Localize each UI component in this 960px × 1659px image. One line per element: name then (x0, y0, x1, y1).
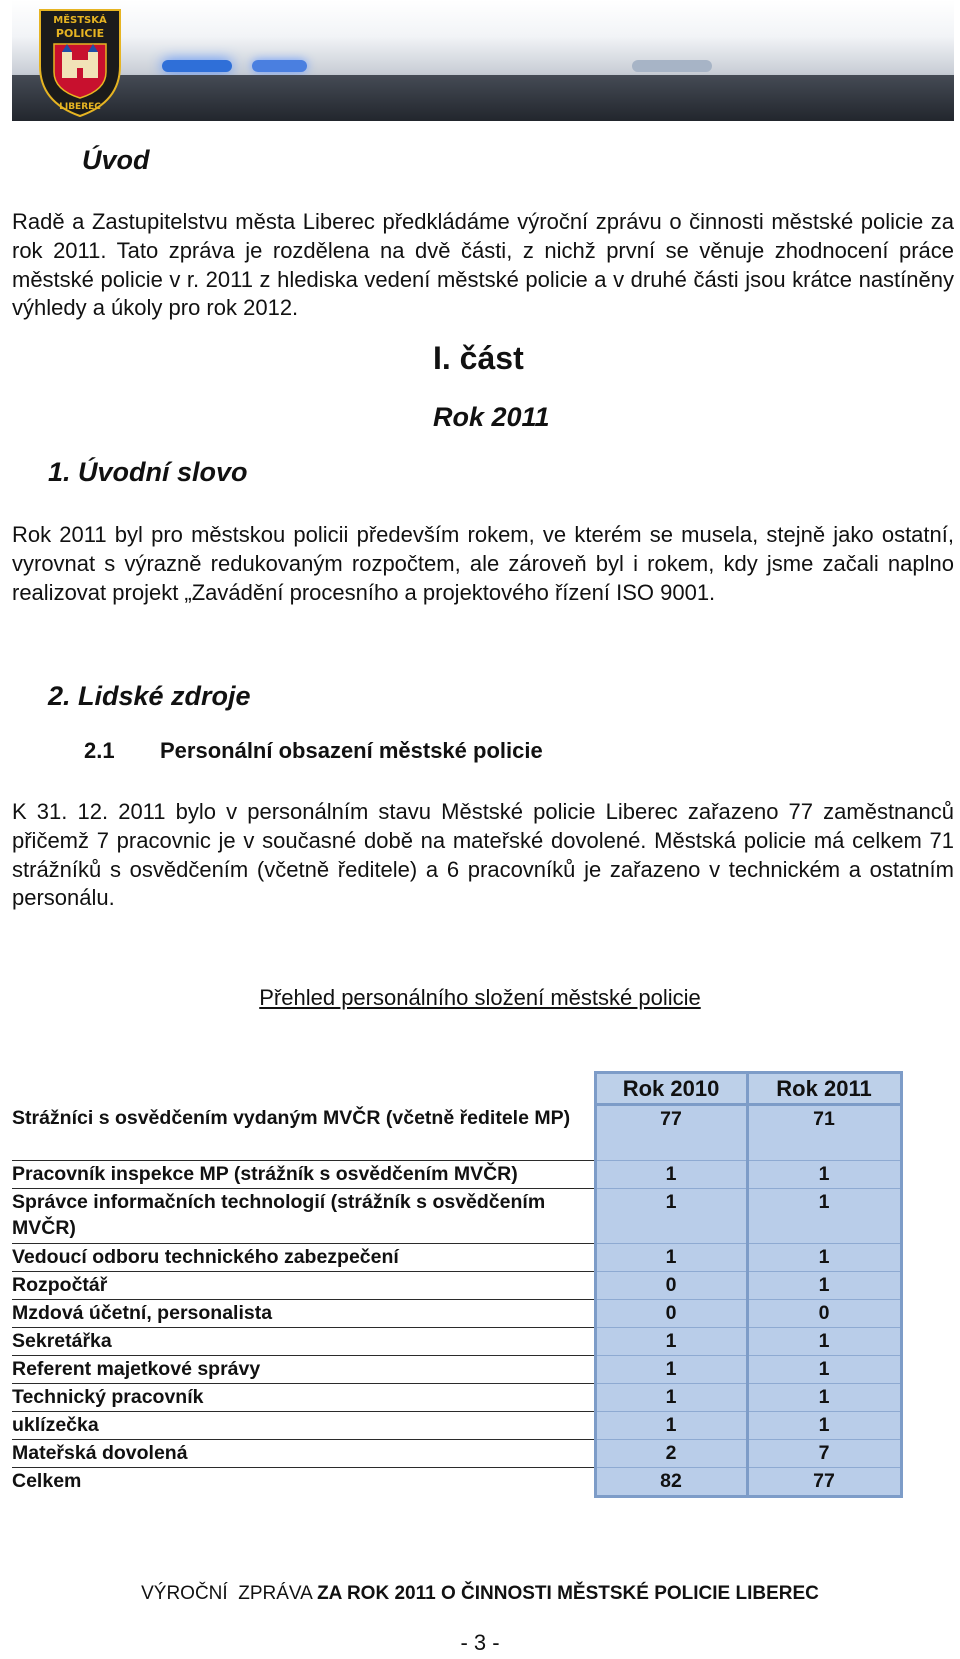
value-2010: 0 (595, 1272, 747, 1300)
subsection-heading: Personální obsazení městské policie (160, 738, 543, 763)
section-2-paragraph: K 31. 12. 2011 bylo v personálním stavu Městské policie Liberec zařazeno 77 zaměstnanců přičemž 7 pracovnic je v současné době na mateřské dovolené. Městská policie má celkem 71 strážníků s osvědčením (včetně ředitele) a 6 pracovníků je zařazeno v technickém a ostatním personálu. (12, 799, 954, 911)
value-2010: 77 (595, 1105, 747, 1161)
value-2011: 1 (747, 1328, 901, 1356)
row-label: Technický pracovník (12, 1384, 595, 1412)
police-light-right (632, 60, 712, 72)
table-header-empty (12, 1073, 595, 1105)
value-2011: 71 (747, 1105, 901, 1161)
value-2010: 82 (595, 1468, 747, 1497)
value-2011: 1 (747, 1412, 901, 1440)
row-label: Pracovník inspekce MP (strážník s osvědčením MVČR) (12, 1161, 595, 1189)
table-row (12, 1440, 901, 1468)
svg-text:POLICIE: POLICIE (55, 27, 105, 40)
value-2011: 1 (747, 1161, 901, 1189)
value-2011: 1 (747, 1244, 901, 1272)
row-label: Referent majetkové správy (12, 1356, 595, 1384)
police-car-roof (12, 75, 954, 121)
page-number: - 3 - (460, 1630, 500, 1655)
value-2011: 7 (747, 1440, 901, 1468)
table-row (12, 1105, 901, 1161)
footer-text-bold: ZA ROK 2011 O ČINNOSTI MĚSTSKÉ POLICIE LIBEREC (317, 1583, 819, 1604)
svg-text:MĚSTSKÁ: MĚSTSKÁ (53, 15, 107, 26)
section-2-heading: 2. Lidské zdroje (48, 681, 251, 711)
intro-heading: Úvod (82, 145, 150, 175)
value-2011: 1 (747, 1272, 901, 1300)
value-2010: 1 (595, 1384, 747, 1412)
footer-text-normal: VÝROČNÍ ZPRÁVA (141, 1583, 318, 1604)
svg-text:LIBEREC: LIBEREC (59, 102, 101, 112)
table-row (12, 1356, 901, 1384)
city-police-logo (36, 6, 124, 118)
section-1-heading: 1. Úvodní slovo (48, 457, 248, 487)
table-row (12, 1244, 901, 1272)
header-banner (12, 0, 954, 121)
staff-table (12, 1071, 903, 1498)
value-2010: 1 (595, 1244, 747, 1272)
part-title: I. část (433, 340, 524, 376)
row-label: Celkem (12, 1470, 82, 1492)
row-label: Vedoucí odboru technického zabezpečení (12, 1244, 595, 1272)
row-label: uklízečka (12, 1412, 595, 1440)
column-header-2011: Rok 2011 (747, 1073, 901, 1105)
value-2010: 1 (595, 1161, 747, 1189)
row-label: Mzdová účetní, personalista (12, 1300, 595, 1328)
table-caption: Přehled personálního složení městské policie (259, 985, 701, 1010)
row-label: Mateřská dovolená (12, 1440, 595, 1468)
value-2010: 1 (595, 1328, 747, 1356)
value-2010: 1 (595, 1189, 747, 1244)
value-2011: 1 (747, 1189, 901, 1244)
value-2011: 77 (747, 1468, 901, 1497)
police-light-center (252, 60, 307, 72)
value-2011: 0 (747, 1300, 901, 1328)
value-2010: 1 (595, 1356, 747, 1384)
part-subtitle: Rok 2011 (433, 402, 550, 432)
table-row (12, 1328, 901, 1356)
table-row (12, 1384, 901, 1412)
table-header-row (12, 1073, 901, 1105)
intro-paragraph: Radě a Zastupitelstvu města Liberec předkládáme výroční zprávu o činnosti městské policie za rok 2011. Tato zpráva je rozdělena na dvě části, z nichž první se věnuje zhodnocení práce městské policie v r. 2011 z hlediska vedení městské policie a v druhé části jsou krátce nastíněny výhledy a úkoly pro rok 2012. (12, 209, 954, 321)
value-2011: 1 (747, 1356, 901, 1384)
page-footer (0, 1583, 960, 1605)
table-row (12, 1272, 901, 1300)
subsection-number: 2.1 (84, 738, 115, 763)
value-2010: 2 (595, 1440, 747, 1468)
table-row (12, 1412, 901, 1440)
table-total-row (12, 1468, 901, 1497)
table-row (12, 1189, 901, 1244)
police-light-left (162, 60, 232, 72)
value-2011: 1 (747, 1384, 901, 1412)
table-row (12, 1161, 901, 1189)
value-2010: 0 (595, 1300, 747, 1328)
section-1-paragraph: Rok 2011 byl pro městskou policii především rokem, ve kterém se musela, stejně jako ostatní, vyrovnat s výrazně redukovaným rozpočtem, ale zároveň byl i rokem, kdy jsme začali naplno realizovat projekt „Zavádění procesního a projektového řízení ISO 9001. (12, 522, 954, 605)
row-label: Správce informačních technologií (strážník s osvědčením MVČR) (12, 1189, 595, 1244)
table-row (12, 1300, 901, 1328)
row-label: Sekretářka (12, 1328, 595, 1356)
row-label: Rozpočtář (12, 1272, 595, 1300)
value-2010: 1 (595, 1412, 747, 1440)
column-header-2010: Rok 2010 (595, 1073, 747, 1105)
row-label: Strážníci s osvědčením vydaným MVČR (včetně ředitele MP) (12, 1105, 595, 1161)
